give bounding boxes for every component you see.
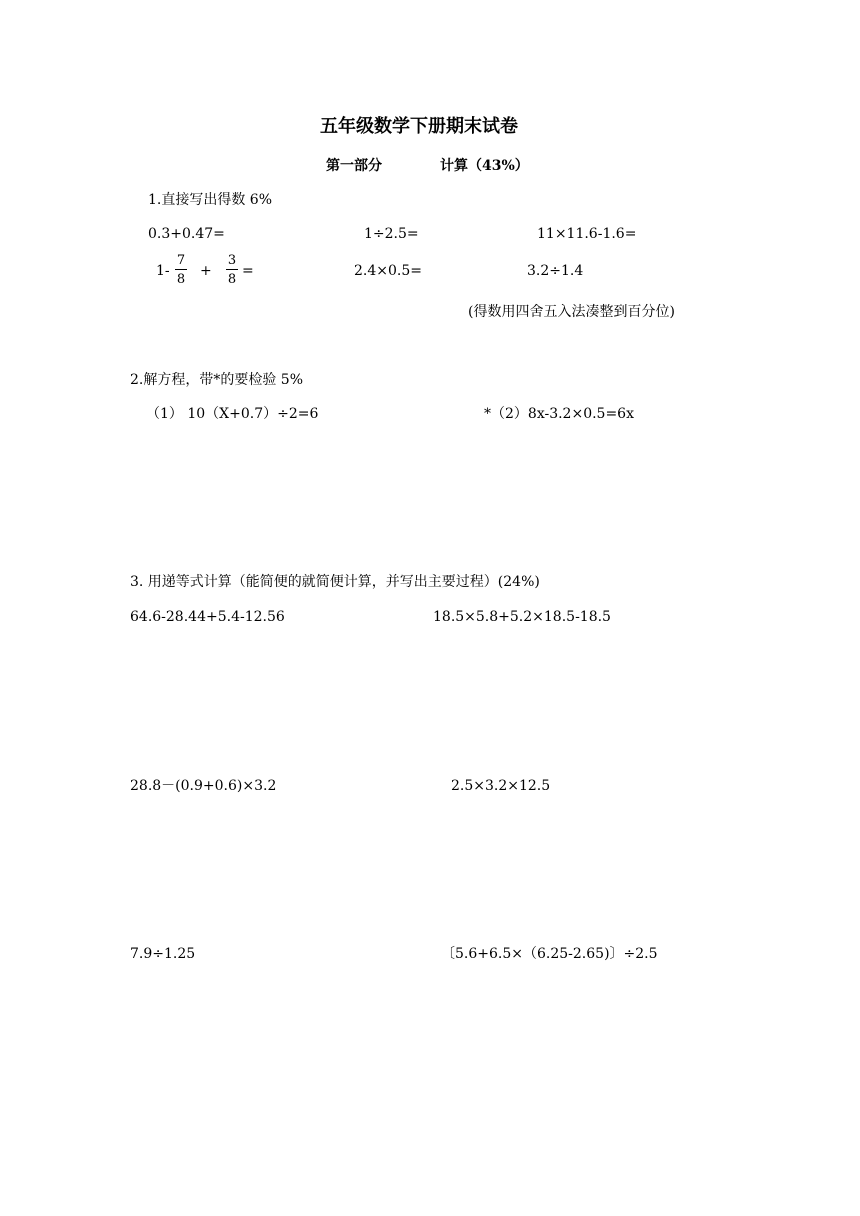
question-3-heading: 3. 用递等式计算（能简便的就简便计算，并写出主要过程）(24%) bbox=[130, 574, 540, 590]
question-1-heading: 1.直接写出得数 6% bbox=[148, 192, 273, 208]
fraction-numerator: 3 bbox=[227, 253, 237, 268]
q1-item-3: 11×11.6-1.6= bbox=[537, 226, 637, 242]
fraction-plus: + bbox=[200, 263, 212, 279]
q2-equation-1: （1） 10（X+0.7）÷2=6 bbox=[146, 406, 319, 422]
fraction-3-8 bbox=[224, 254, 240, 286]
q1-item-2: 1÷2.5= bbox=[364, 226, 419, 242]
q3-item-6: 〔5.6+6.5×（6.25-2.65)〕÷2.5 bbox=[441, 946, 658, 962]
q3-item-5: 7.9÷1.25 bbox=[130, 946, 196, 962]
page-title: 五年级数学下册期末试卷 bbox=[320, 116, 518, 137]
q3-item-4: 2.5×3.2×12.5 bbox=[451, 778, 551, 794]
q3-item-2: 18.5×5.8+5.2×18.5-18.5 bbox=[433, 609, 611, 625]
fraction-lead: 1- bbox=[156, 263, 170, 279]
q2-equation-2: *（2）8x-3.2×0.5=6x bbox=[484, 406, 634, 422]
fraction-7-8 bbox=[173, 254, 189, 286]
fraction-denominator: 8 bbox=[176, 272, 186, 287]
q3-item-3: 28.8－(0.9+0.6)×3.2 bbox=[130, 778, 277, 794]
fraction-denominator: 8 bbox=[227, 272, 237, 287]
fraction-numerator: 7 bbox=[176, 253, 186, 268]
q3-item-1: 64.6-28.44+5.4-12.56 bbox=[130, 609, 285, 625]
part-label: 第一部分 bbox=[326, 158, 382, 174]
part-name: 计算（43%） bbox=[440, 158, 529, 174]
q1-item-1: 0.3+0.47= bbox=[148, 226, 225, 242]
fraction-equals: = bbox=[242, 263, 254, 279]
q1-item-5: 3.2÷1.4 bbox=[527, 263, 584, 279]
q1-item-4: 2.4×0.5= bbox=[354, 263, 422, 279]
q1-rounding-note: (得数用四舍五入法凑整到百分位) bbox=[468, 304, 675, 320]
question-2-heading: 2.解方程，带*的要检验 5% bbox=[130, 372, 304, 388]
